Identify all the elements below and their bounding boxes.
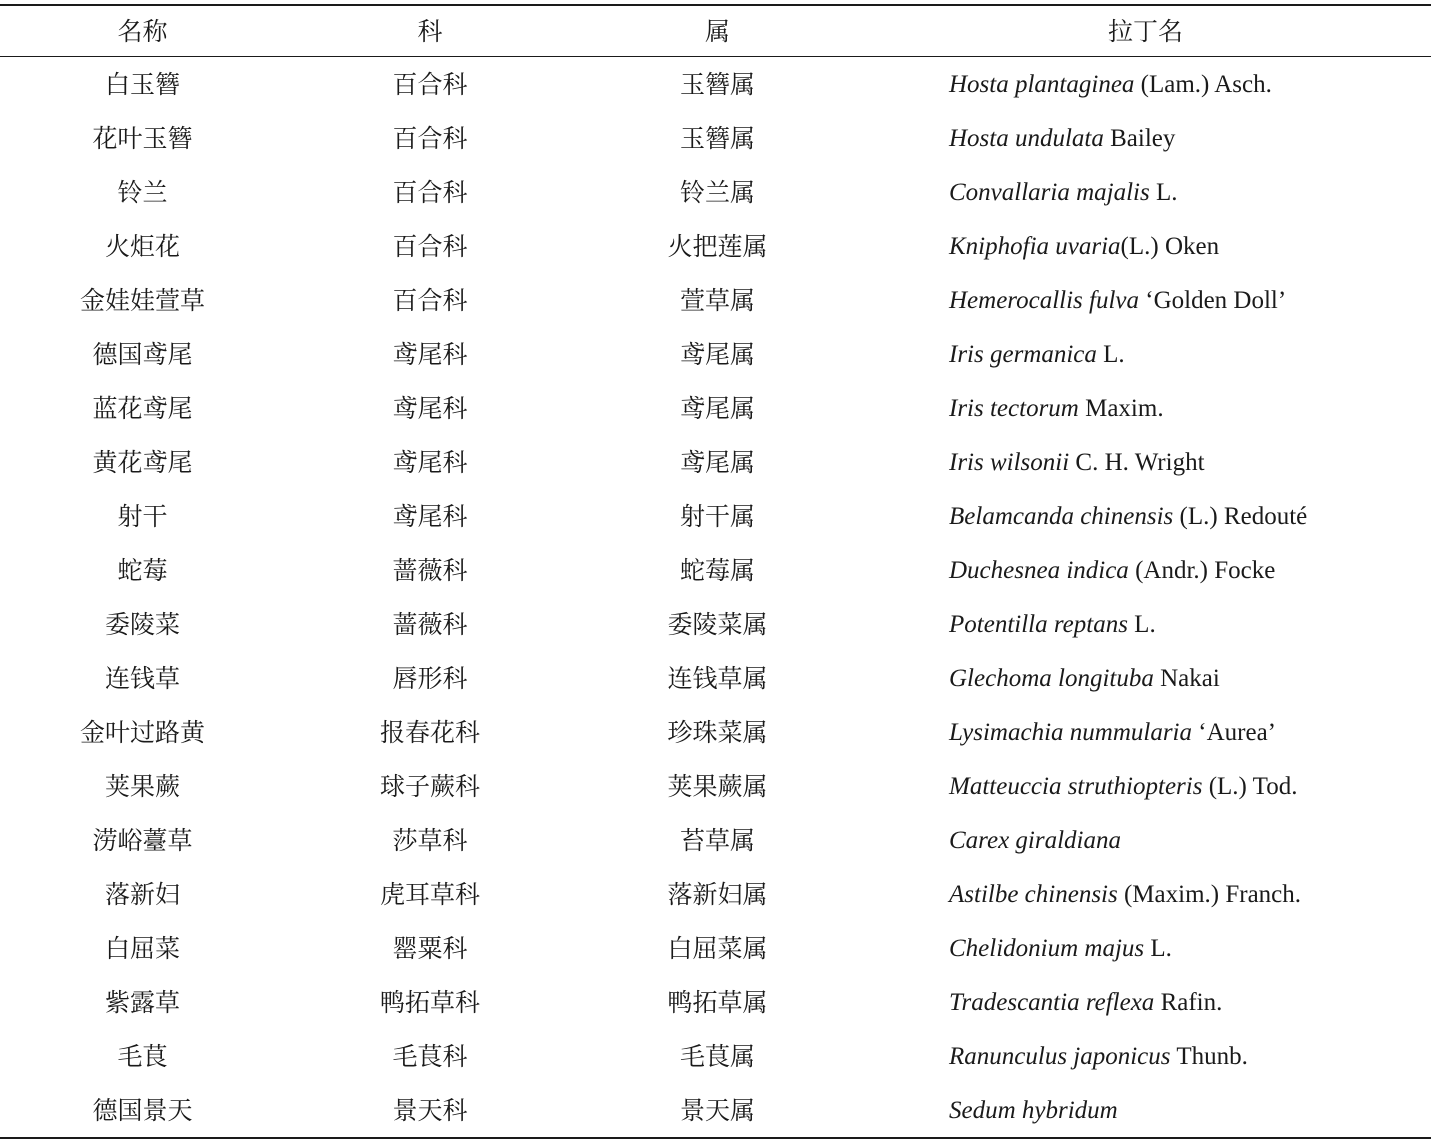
cell-family: 鸢尾科 [392,393,468,423]
cell-family: 百合科 [392,177,468,207]
latin-authority: (Maxim.) Franch. [1117,880,1302,908]
cell-name: 铃兰 [117,177,168,207]
cell-family: 莎草科 [392,825,468,855]
latin-authority: ‘Aurea’ [1192,718,1276,746]
table-row [0,651,1431,705]
table-row [0,1083,1431,1137]
table-row [0,381,1431,435]
latin-binomial: Convallaria majalis [949,178,1150,206]
cell-latin-name [860,234,1431,259]
latin-binomial: Lysimachia nummularia [949,718,1193,746]
latin-binomial: Hosta plantaginea [949,70,1135,98]
cell-genus: 委陵菜属 [667,609,768,639]
latin-binomial: Hemerocallis fulva [949,286,1140,314]
cell-name: 蛇莓 [117,555,168,585]
cell-genus: 连钱草属 [667,663,768,693]
cell-family: 报春花科 [379,717,480,747]
latin-binomial: Carex giraldiana [949,826,1121,854]
cell-genus: 火把莲属 [667,231,768,261]
latin-binomial: Glechoma longituba [949,664,1154,692]
table-row [0,435,1431,489]
cell-latin-name [860,342,1431,367]
latin-authority: Bailey [1103,124,1176,152]
table-row [0,921,1431,975]
latin-authority: ‘Golden Doll’ [1139,286,1287,314]
latin-binomial: Belamcanda chinensis [949,502,1174,530]
cell-genus: 毛茛属 [679,1041,755,1071]
cell-latin-name [860,990,1431,1015]
latin-binomial: Kniphofia uvaria [949,232,1121,260]
cell-family: 鸭拓草科 [379,987,480,1017]
latin-authority: L. [1127,610,1156,638]
latin-binomial: Hosta undulata [949,124,1104,152]
table-row [0,867,1431,921]
cell-latin-name [860,1098,1431,1123]
cell-latin-name [860,72,1431,97]
cell-family: 球子蕨科 [379,771,480,801]
latin-authority: (Lam.) Asch. [1134,70,1272,98]
cell-genus: 景天属 [679,1095,755,1125]
cell-family: 鸢尾科 [392,339,468,369]
table-row [0,57,1431,111]
latin-authority: L. [1096,340,1125,368]
cell-genus: 玉簪属 [679,69,755,99]
cell-name: 落新妇 [104,879,180,909]
cell-family: 百合科 [392,123,468,153]
latin-binomial: Matteuccia struthiopteris [949,772,1203,800]
cell-name: 花叶玉簪 [92,123,193,153]
latin-binomial: Duchesnea indica [949,556,1129,584]
latin-authority: (L.) Tod. [1202,772,1298,800]
table-row [0,597,1431,651]
cell-family: 百合科 [392,285,468,315]
table-row [0,975,1431,1029]
table-body [0,57,1431,1137]
cell-genus: 荚果蕨属 [667,771,768,801]
cell-latin-name [860,882,1431,907]
cell-family: 唇形科 [392,663,468,693]
latin-authority: Maxim. [1078,394,1164,422]
cell-genus: 鸭拓草属 [667,987,768,1017]
species-table [0,4,1431,1139]
cell-latin-name [860,558,1431,583]
table-row [0,165,1431,219]
cell-name: 德国鸢尾 [92,339,193,369]
latin-binomial: Iris wilsonii [949,448,1070,476]
cell-genus: 萱草属 [679,285,755,315]
cell-latin-name [860,774,1431,799]
cell-name: 白玉簪 [104,69,180,99]
latin-authority: L. [1144,934,1172,962]
latin-binomial: Chelidonium majus [949,934,1145,962]
latin-authority: Thunb. [1170,1042,1248,1070]
cell-family: 罂粟科 [392,933,468,963]
cell-genus: 射干属 [679,501,755,531]
cell-name: 涝峪薹草 [92,825,193,855]
cell-latin-name [860,666,1431,691]
latin-binomial: Iris tectorum [949,394,1079,422]
cell-genus: 鸢尾属 [679,339,755,369]
cell-family: 毛茛科 [392,1041,468,1071]
latin-authority: (L.) Redouté [1173,502,1308,530]
cell-name: 黄花鸢尾 [92,447,193,477]
latin-authority: (Andr.) Focke [1128,556,1276,584]
latin-authority: Rafin. [1154,988,1223,1016]
cell-name: 紫露草 [104,987,180,1017]
cell-name: 德国景天 [92,1095,193,1125]
table-row [0,219,1431,273]
cell-latin-name [860,504,1431,529]
latin-binomial: Sedum hybridum [949,1096,1118,1124]
cell-latin-name [860,612,1431,637]
cell-name: 火炬花 [104,231,180,261]
table-row [0,543,1431,597]
latin-binomial: Iris germanica [949,340,1097,368]
latin-authority: L. [1149,178,1178,206]
latin-authority: (L.) Oken [1120,232,1220,260]
cell-genus: 珍珠菜属 [667,717,768,747]
latin-binomial: Astilbe chinensis [949,880,1118,908]
cell-latin-name [860,180,1431,205]
cell-latin-name [860,936,1431,961]
cell-name: 白屈菜 [104,933,180,963]
cell-family: 鸢尾科 [392,447,468,477]
table-row [0,327,1431,381]
cell-name: 连钱草 [104,663,180,693]
cell-latin-name [860,396,1431,421]
cell-latin-name [860,1044,1431,1069]
cell-family: 百合科 [392,69,468,99]
table-bottom-rule [0,1137,1431,1139]
table-row [0,759,1431,813]
header-latin-name: 拉丁名 [1107,16,1183,46]
cell-name: 荚果蕨 [104,771,180,801]
cell-latin-name [860,126,1431,151]
table-header-row [0,6,1431,56]
cell-genus: 鸢尾属 [679,393,755,423]
cell-name: 蓝花鸢尾 [92,393,193,423]
cell-name: 金娃娃萱草 [79,285,205,315]
cell-genus: 玉簪属 [679,123,755,153]
cell-family: 景天科 [392,1095,468,1125]
cell-name: 射干 [117,501,168,531]
latin-authority: Nakai [1153,664,1220,692]
latin-authority: C. H. Wright [1069,448,1205,476]
cell-family: 鸢尾科 [392,501,468,531]
cell-family: 蔷薇科 [392,609,468,639]
cell-latin-name [860,720,1431,745]
cell-genus: 鸢尾属 [679,447,755,477]
table-row [0,705,1431,759]
latin-binomial: Tradescantia reflexa [949,988,1155,1016]
cell-genus: 铃兰属 [679,177,755,207]
cell-latin-name [860,450,1431,475]
header-name: 名称 [117,16,168,46]
cell-name: 金叶过路黄 [79,717,205,747]
cell-genus: 白屈菜属 [667,933,768,963]
latin-binomial: Ranunculus japonicus [949,1042,1171,1070]
latin-binomial: Potentilla reptans [949,610,1128,638]
header-genus: 属 [704,16,730,46]
table-row [0,1029,1431,1083]
cell-family: 百合科 [392,231,468,261]
header-family: 科 [417,16,443,46]
cell-genus: 蛇莓属 [679,555,755,585]
cell-genus: 落新妇属 [667,879,768,909]
table-row [0,273,1431,327]
cell-latin-name [860,828,1431,853]
cell-genus: 苔草属 [679,825,755,855]
cell-latin-name [860,288,1431,313]
table-row [0,489,1431,543]
cell-name: 委陵菜 [104,609,180,639]
table-row [0,111,1431,165]
cell-family: 蔷薇科 [392,555,468,585]
table-row [0,813,1431,867]
cell-name: 毛茛 [117,1041,168,1071]
cell-family: 虎耳草科 [379,879,480,909]
